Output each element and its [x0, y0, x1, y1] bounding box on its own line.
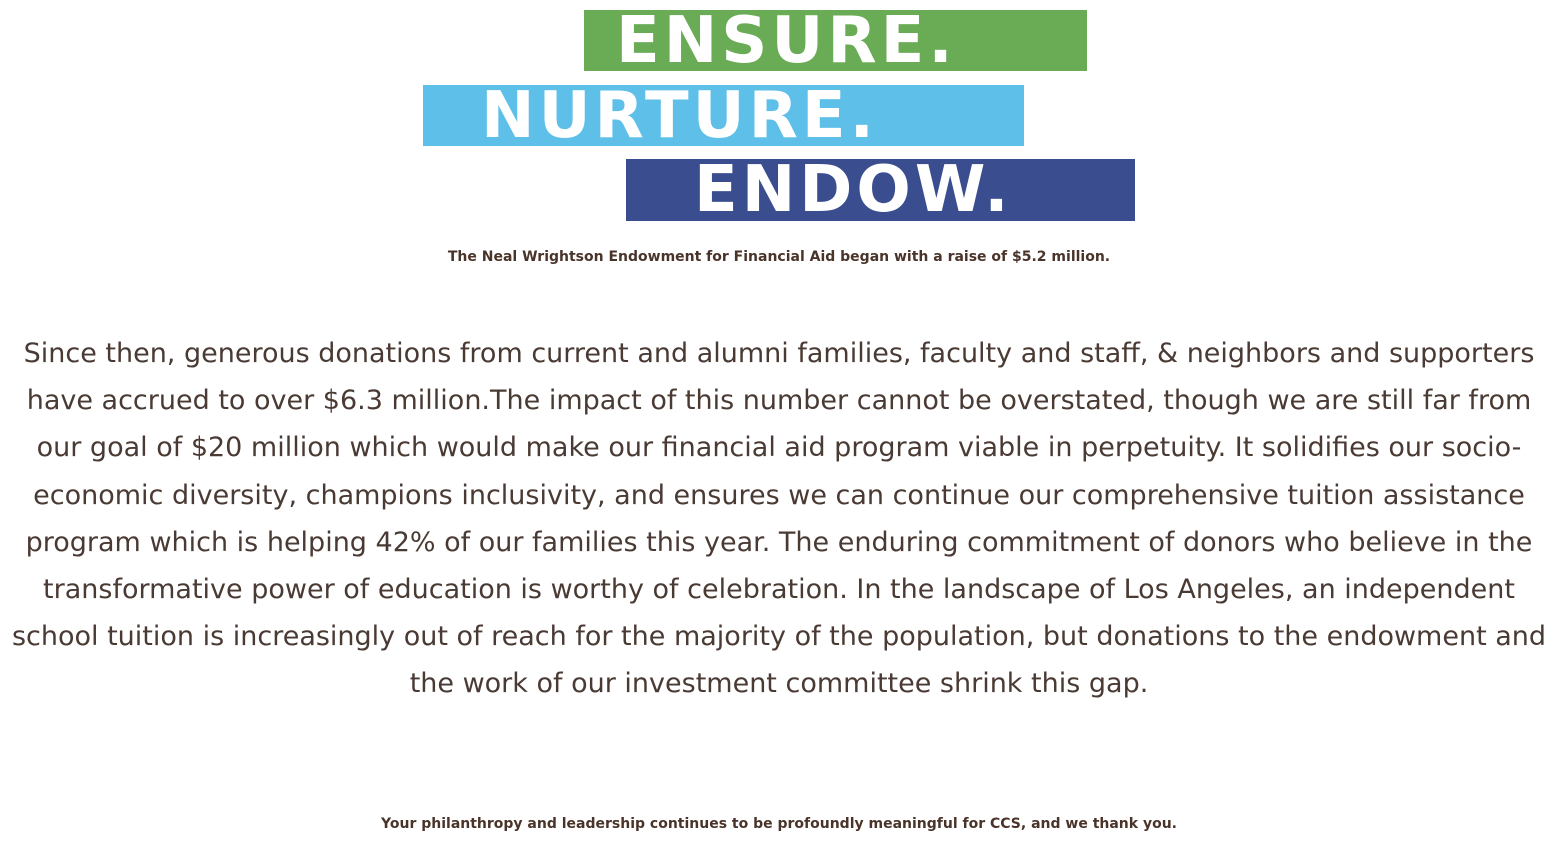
logo-bar-endow [626, 159, 1135, 221]
ensure-nurture-endow-logo [0, 0, 1558, 232]
logo-bar-nurture [423, 85, 1024, 146]
closing-statement: Your philanthropy and leadership continues to be profoundly meaningful for CCS, and we thank you. [381, 816, 1177, 832]
body-paragraph: Since then, generous donations from current and alumni families, faculty and staff, & neighbors and supporters have accrued to over $6.3 million.The impact of this number cannot be overstated, though we are still far from our goal of $20 million which would make our financial aid program viable in perpetuity. It solidifies our socio-economic diversity, champions inclusivity, and ensures we can continue our comprehensive tuition assistance program which is helping 42% of our families this year. The enduring commitment of donors who believe in the transformative power of education is worthy of celebration. In the landscape of Los Angeles, an independent school tuition is increasingly out of reach for the majority of the population, but donations to the endowment and the work of our investment committee shrink this gap. [11, 338, 1547, 700]
logo-word-ensure: ENSURE. [616, 10, 957, 71]
logo-bar-ensure [584, 10, 1087, 71]
headline: The Neal Wrightson Endowment for Financial Aid began with a raise of $5.2 million. [447, 249, 1111, 265]
logo-word-nurture: NURTURE. [481, 85, 878, 146]
logo-word-endow: ENDOW. [694, 159, 1013, 221]
